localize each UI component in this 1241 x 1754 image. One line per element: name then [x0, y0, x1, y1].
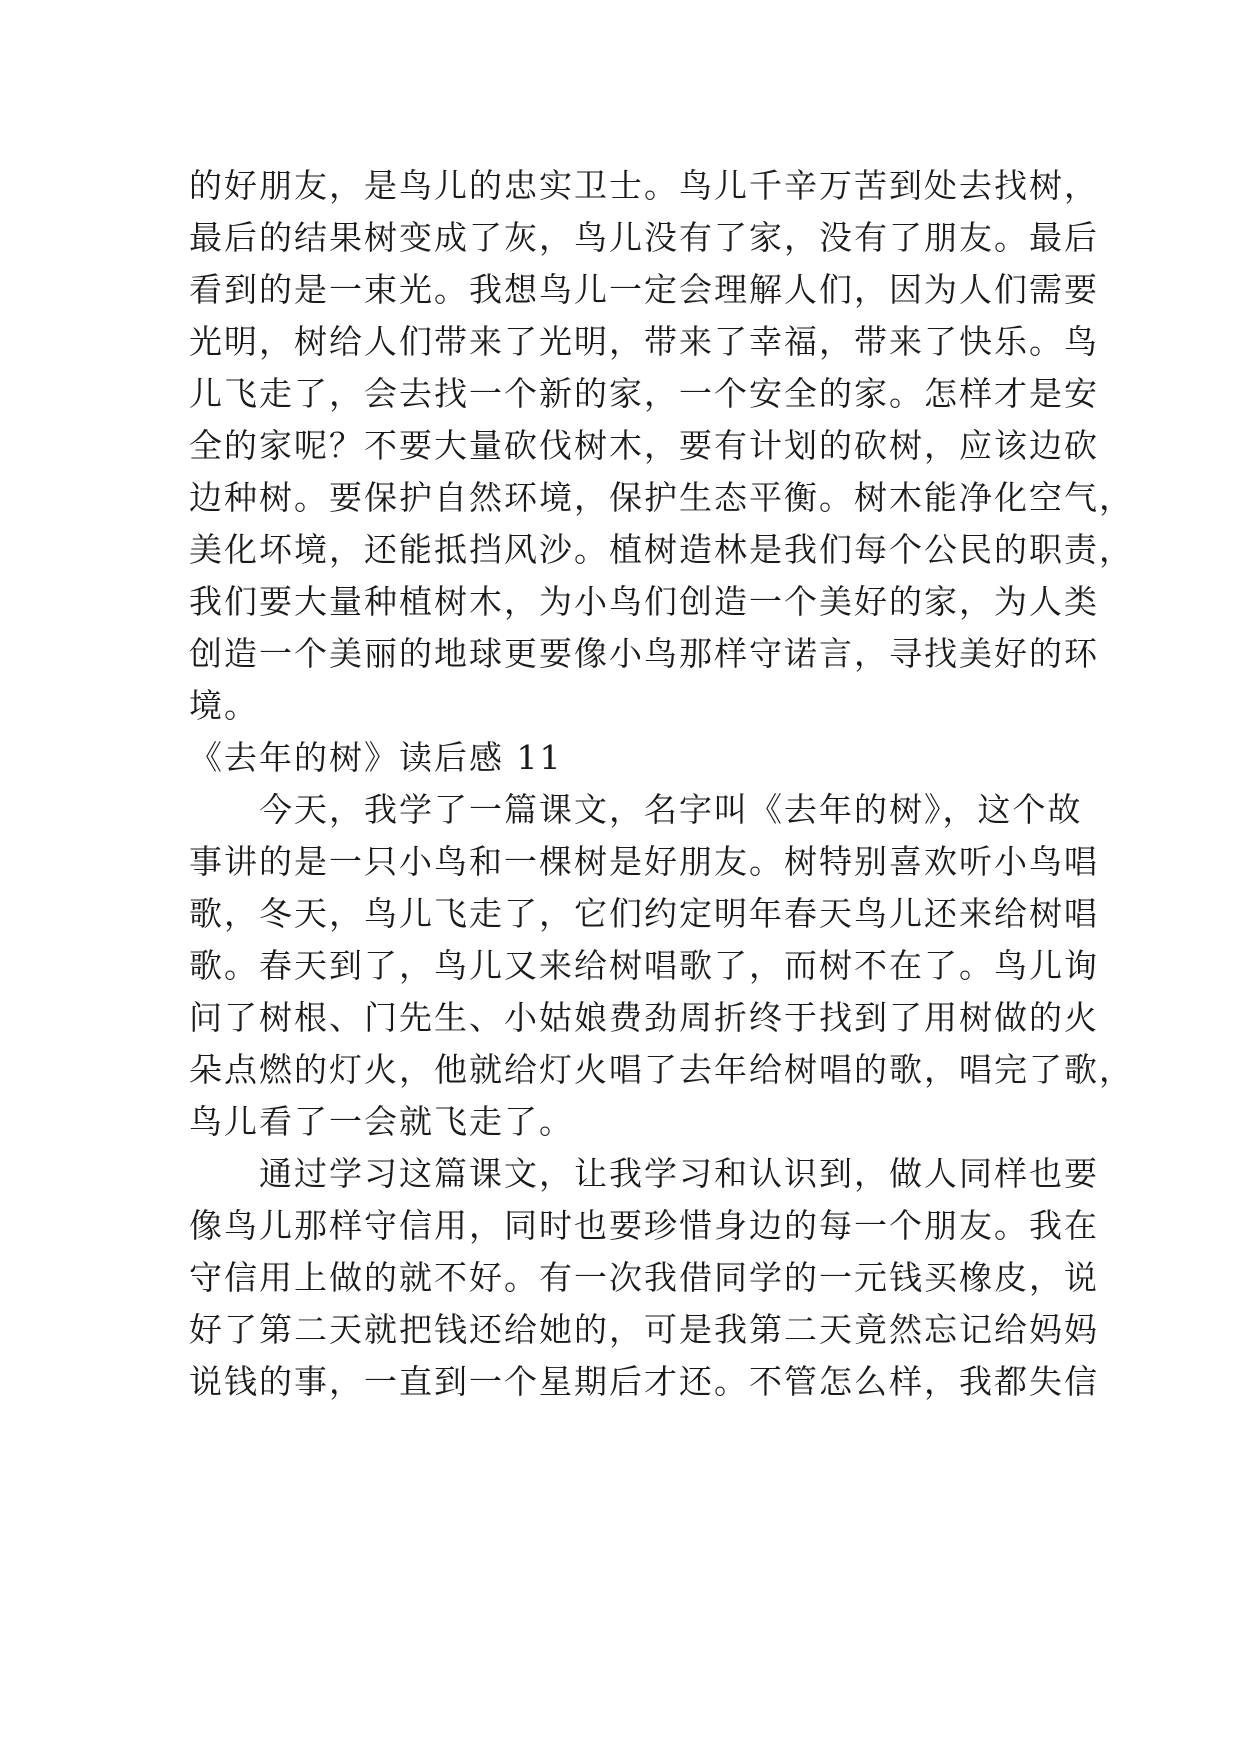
- text-line: 通过学习这篇课文，让我学习和认识到，做人同样也要: [189, 1154, 1099, 1193]
- text-line: 边种树。要保护自然环境，保护生态平衡。树木能净化空气，: [189, 478, 1134, 517]
- document-body: [189, 160, 1134, 1408]
- text-line: 鸟儿看了一会就飞走了。: [189, 1102, 574, 1141]
- text-line: 儿飞走了，会去找一个新的家，一个安全的家。怎样才是安: [189, 374, 1099, 413]
- text-line: 好了第二天就把钱还给她的，可是我第二天竟然忘记给妈妈: [189, 1310, 1099, 1349]
- text-line: 最后的结果树变成了灰，鸟儿没有了家，没有了朋友。最后: [189, 218, 1099, 257]
- text-line: 守信用上做的就不好。有一次我借同学的一元钱买橡皮，说: [189, 1258, 1099, 1297]
- text-line: 全的家呢？不要大量砍伐树木，要有计划的砍树，应该边砍: [189, 426, 1099, 465]
- text-line: 说钱的事，一直到一个星期后才还。不管怎么样，我都失信: [189, 1362, 1099, 1401]
- section-heading: 《去年的树》读后感 11: [189, 738, 563, 777]
- text-line: 问了树根、门先生、小姑娘费劲周折终于找到了用树做的火: [189, 998, 1099, 1037]
- text-line: 创造一个美丽的地球更要像小鸟那样守诺言，寻找美好的环: [189, 634, 1099, 673]
- text-line: 光明，树给人们带来了光明，带来了幸福，带来了快乐。鸟: [189, 322, 1099, 361]
- text-line: 今天，我学了一篇课文，名字叫《去年的树》，这个故: [189, 790, 1083, 829]
- text-line: 美化坏境，还能抵挡风沙。植树造林是我们每个公民的职责，: [189, 530, 1134, 569]
- text-line: 朵点燃的灯火，他就给灯火唱了去年给树唱的歌，唱完了歌，: [189, 1050, 1134, 1089]
- text-line: 歌。春天到了，鸟儿又来给树唱歌了，而树不在了。鸟儿询: [189, 946, 1099, 985]
- text-line: 境。: [189, 686, 259, 725]
- text-line: 我们要大量种植树木，为小鸟们创造一个美好的家，为人类: [189, 582, 1099, 621]
- text-line: 像鸟儿那样守信用，同时也要珍惜身边的每一个朋友。我在: [189, 1206, 1099, 1245]
- text-line: 事讲的是一只小鸟和一棵树是好朋友。树特别喜欢听小鸟唱: [189, 842, 1099, 881]
- text-line: 的好朋友，是鸟儿的忠实卫士。鸟儿千辛万苦到处去找树，: [189, 166, 1099, 205]
- text-line: 看到的是一束光。我想鸟儿一定会理解人们，因为人们需要: [189, 270, 1099, 309]
- text-line: 歌，冬天，鸟儿飞走了，它们约定明年春天鸟儿还来给树唱: [189, 894, 1099, 933]
